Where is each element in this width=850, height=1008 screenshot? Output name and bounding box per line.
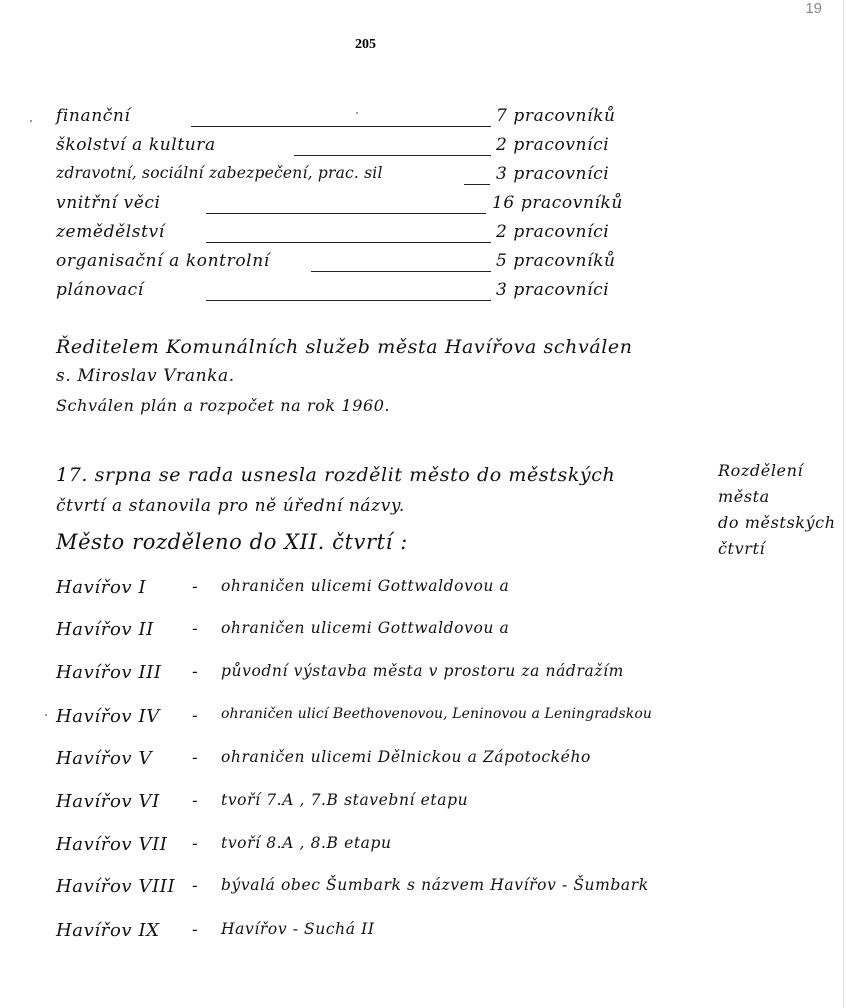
leader-line (206, 300, 491, 301)
department-row (56, 222, 656, 248)
page-number: 205 (355, 37, 376, 52)
director-line-2: s. Miroslav Vranka. (56, 366, 235, 386)
margin-note-line: města (718, 487, 770, 506)
district-name: Havířov VII (56, 834, 168, 855)
district-dash: - (192, 834, 199, 854)
scan-speck (30, 120, 32, 122)
department-name: organisační a kontrolní (56, 251, 270, 271)
department-count: 3 pracovníci (496, 164, 610, 184)
division-line-3: Město rozděleno do XII. čtvrtí : (56, 530, 408, 554)
district-description: ohraničen ulicemi Gottwaldovou a (221, 577, 510, 595)
margin-note-line: Rozdělení (718, 461, 804, 480)
district-description: ohraničen ulicemi Gottwaldovou a (221, 619, 510, 637)
division-line-2: čtvrtí a stanovila pro ně úřední názvy. (56, 496, 405, 516)
leader-line (294, 155, 491, 156)
district-name: Havířov I (56, 577, 147, 598)
leader-line (206, 213, 486, 214)
district-name: Havířov V (56, 748, 153, 769)
department-count: 16 pracovníků (492, 193, 623, 213)
district-row (56, 748, 756, 778)
district-description: ohraničen ulicí Beethovenovou, Leninovou a Leningradskou (221, 706, 653, 722)
district-row (56, 662, 756, 692)
district-description: ohraničen ulicemi Dělnickou a Zápotockého (221, 748, 591, 766)
leader-line (191, 126, 491, 127)
district-dash: - (192, 619, 199, 639)
district-row (56, 920, 756, 950)
department-count: 3 pracovníci (496, 280, 610, 300)
department-count: 5 pracovníků (496, 251, 616, 271)
department-name: zdravotní, sociální zabezpečení, prac. sil (56, 164, 383, 182)
district-name: Havířov III (56, 662, 162, 683)
district-dash: - (192, 577, 199, 597)
margin-note (718, 458, 836, 562)
department-row (56, 106, 656, 132)
district-dash: - (192, 748, 199, 768)
district-description: původní výstavba města v prostoru za nádražím (221, 662, 624, 680)
district-name: Havířov IV (56, 706, 160, 727)
department-name: školství a kultura (56, 135, 216, 155)
district-row (56, 619, 756, 649)
district-description: Havířov - Suchá II (221, 920, 375, 938)
district-row (56, 876, 756, 906)
budget-line: Schválen plán a rozpočet na rok 1960. (56, 396, 391, 415)
department-row (56, 164, 656, 190)
director-line-1: Ředitelem Komunálních služeb města Havířova schválen (56, 336, 633, 358)
district-name: Havířov VI (56, 791, 160, 812)
leader-line (311, 271, 491, 272)
district-row (56, 706, 756, 736)
department-name: finanční (56, 106, 131, 126)
district-dash: - (192, 662, 199, 682)
leader-line (206, 242, 491, 243)
department-count: 7 pracovníků (496, 106, 616, 126)
margin-note-line: do městských (718, 513, 836, 532)
district-dash: - (192, 876, 199, 896)
department-row (56, 251, 656, 277)
department-count: 2 pracovníci (496, 222, 610, 242)
district-name: Havířov IX (56, 920, 160, 941)
district-description: bývalá obec Šumbark s názvem Havířov - Šumbark (221, 876, 649, 894)
district-description: tvoří 8.A , 8.B etapu (221, 834, 392, 852)
department-name: vnitřní věci (56, 193, 161, 213)
department-row (56, 135, 656, 161)
district-description: tvoří 7.A , 7.B stavební etapu (221, 791, 469, 809)
department-name: zemědělství (56, 222, 165, 242)
district-row (56, 577, 756, 607)
archive-number: 19 (805, 0, 822, 17)
district-dash: - (192, 920, 199, 940)
district-dash: - (192, 791, 199, 811)
district-name: Havířov VIII (56, 876, 176, 897)
district-row (56, 834, 756, 864)
page-edge (843, 0, 844, 1008)
leader-line (464, 184, 490, 185)
district-dash: - (192, 706, 199, 726)
department-count: 2 pracovníci (496, 135, 610, 155)
margin-note-line: čtvrtí (718, 539, 766, 558)
department-row (56, 280, 656, 306)
department-row (56, 193, 656, 219)
division-line-1: 17. srpna se rada usnesla rozdělit město do městských (56, 464, 616, 486)
scan-speck (45, 714, 47, 716)
department-name: plánovací (56, 280, 144, 300)
district-name: Havířov II (56, 619, 154, 640)
district-row (56, 791, 756, 821)
